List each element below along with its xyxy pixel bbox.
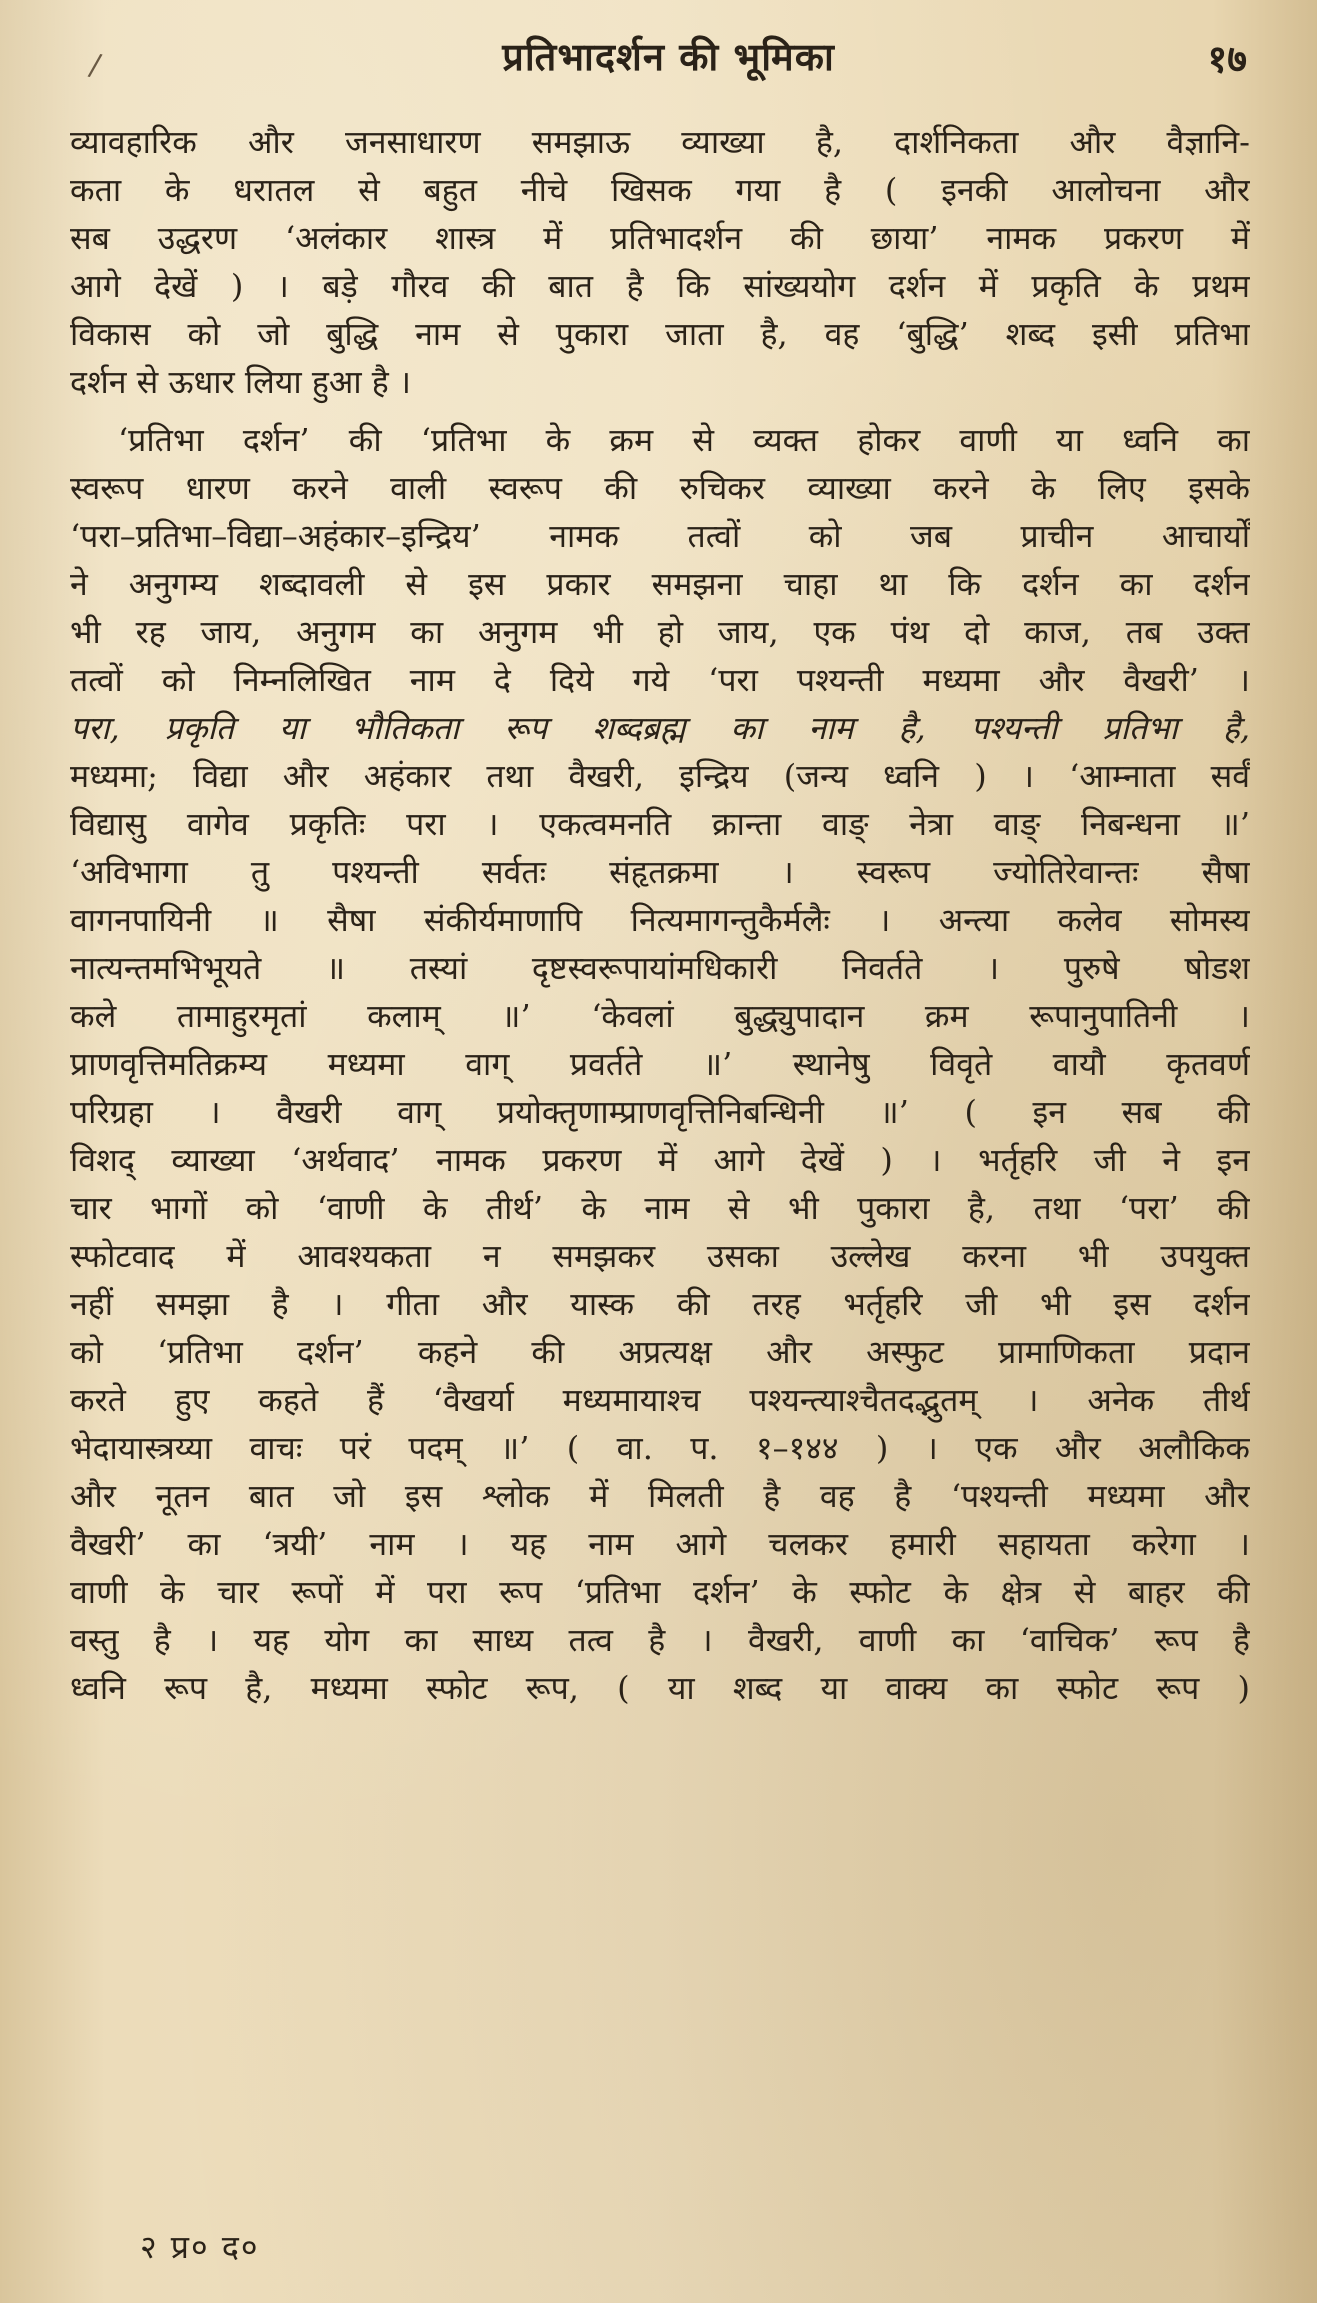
text-line: मध्यमा; विद्या और अहंकार तथा वैखरी, इन्द्रिय (जन्य ध्वनि ) । ‘आम्नाता सर्वं (70, 757, 1250, 795)
text-line: भेदायास्त्रय्या वाचः परं पदम् ॥’ ( वा. प. १–१४४ ) । एक और अलौकिक (70, 1429, 1250, 1467)
text-line: सब उद्धरण ‘अलंकार शास्त्र में प्रतिभादर्शन की छाया’ नामक प्रकरण में (70, 219, 1250, 257)
text-line: आगे देखें ) । बड़े गौरव की बात है कि सांख्ययोग दर्शन में प्रकृति के प्रथम (70, 267, 1250, 305)
text-line: परा, प्रकृति या भौतिकता रूप शब्दब्रह्म का नाम है, पश्यन्ती प्रतिभा है, (70, 709, 1250, 747)
text-line: नहीं समझा है । गीता और यास्क की तरह भर्तृहरि जी भी इस दर्शन (70, 1285, 1250, 1323)
text-line: ‘प्रतिभा दर्शन’ की ‘प्रतिभा के क्रम से व्यक्त होकर वाणी या ध्वनि का (118, 421, 1250, 459)
text-line: व्यावहारिक और जनसाधारण समझाऊ व्याख्या है, दार्शनिकता और वैज्ञानि- (70, 123, 1250, 161)
text-line: को ‘प्रतिभा दर्शन’ कहने की अप्रत्यक्ष और अस्फुट प्रामाणिकता प्रदान (70, 1333, 1250, 1371)
text-line: तत्वों को निम्नलिखित नाम दे दिये गये ‘परा पश्यन्ती मध्यमा और वैखरी’ । (70, 661, 1250, 699)
text-line: ‘परा–प्रतिभा–विद्या–अहंकार–इन्द्रिय’ नामक तत्वों को जब प्राचीन आचार्यों (70, 517, 1250, 555)
text-line: ध्वनि रूप है, मध्यमा स्फोट रूप, ( या शब्द या वाक्य का स्फोट रूप ) (70, 1669, 1250, 1707)
text-line: परिग्रहा । वैखरी वाग् प्रयोक्तृणाम्प्राणवृत्तिनिबन्धिनी ॥’ ( इन सब की (70, 1093, 1250, 1131)
page-header (80, 30, 1257, 90)
text-line: ‘अविभागा तु पश्यन्ती सर्वतः संहृतक्रमा । स्वरूप ज्योतिरेवान्तः सैषा (70, 853, 1250, 891)
text-line: वागनपायिनी ॥ सैषा संकीर्यमाणापि नित्यमागन्तुकैर्मलैः । अन्त्या कलेव सोमस्य (70, 901, 1250, 939)
body-text (70, 118, 1250, 1712)
text-line: विद्यासु वागेव प्रकृतिः परा । एकत्वमनति क्रान्ता वाङ् नेत्रा वाङ् निबन्धना ॥’ (70, 805, 1250, 843)
running-title: प्रतिभादर्शन की भूमिका (502, 34, 835, 79)
signature-mark: २ प्र० द० (140, 2228, 260, 2266)
text-line: वस्तु है । यह योग का साध्य तत्व है । वैखरी, वाणी का ‘वाचिक’ रूप है (70, 1621, 1250, 1659)
text-line: दर्शन से ऊधार लिया हुआ है । (70, 363, 411, 401)
text-line: कले तामाहुरमृतां कलाम् ॥’ ‘केवलां बुद्ध्युपादान क्रम रूपानुपातिनी । (70, 997, 1250, 1035)
text-line: करते हुए कहते हैं ‘वैखर्या मध्यमायाश्च पश्यन्त्याश्चैतदद्भुतम् । अनेक तीर्थ (70, 1381, 1250, 1419)
paragraph-gap (70, 406, 1250, 416)
text-line: ने अनुगम्य शब्दावली से इस प्रकार समझना चाहा था कि दर्शन का दर्शन (70, 565, 1250, 603)
page-number: १७ (1207, 36, 1247, 81)
text-line: भी रह जाय, अनुगम का अनुगम भी हो जाय, एक पंथ दो काज, तब उक्त (70, 613, 1250, 651)
text-line: स्फोटवाद में आवश्यकता न समझकर उसका उल्लेख करना भी उपयुक्त (70, 1237, 1250, 1275)
text-line: प्राणवृत्तिमतिक्रम्य मध्यमा वाग् प्रवर्तते ॥’ स्थानेषु विवृते वायौ कृतवर्ण (70, 1045, 1250, 1083)
text-line: वैखरी’ का ‘त्रयी’ नाम । यह नाम आगे चलकर हमारी सहायता करेगा । (70, 1525, 1250, 1563)
text-line: और नूतन बात जो इस श्लोक में मिलती है वह है ‘पश्यन्ती मध्यमा और (70, 1477, 1250, 1515)
text-line: कता के धरातल से बहुत नीचे खिसक गया है ( इनकी आलोचना और (70, 171, 1250, 209)
text-line: विशद् व्याख्या ‘अर्थवाद’ नामक प्रकरण में आगे देखें ) । भर्तृहरि जी ने इन (70, 1141, 1250, 1179)
margin-mark: / (86, 47, 104, 84)
text-line: चार भागों को ‘वाणी के तीर्थ’ के नाम से भी पुकारा है, तथा ‘परा’ की (70, 1189, 1250, 1227)
text-line: स्वरूप धारण करने वाली स्वरूप की रुचिकर व्याख्या करने के लिए इसके (70, 469, 1250, 507)
text-line: नात्यन्तमभिभूयते ॥ तस्यां दृष्टस्वरूपायांमधिकारी निवर्तते । पुरुषे षोडश (70, 949, 1250, 987)
text-line: वाणी के चार रूपों में परा रूप ‘प्रतिभा दर्शन’ के स्फोट के क्षेत्र से बाहर की (70, 1573, 1250, 1611)
text-line: विकास को जो बुद्धि नाम से पुकारा जाता है, वह ‘बुद्धि’ शब्द इसी प्रतिभा (70, 315, 1250, 353)
